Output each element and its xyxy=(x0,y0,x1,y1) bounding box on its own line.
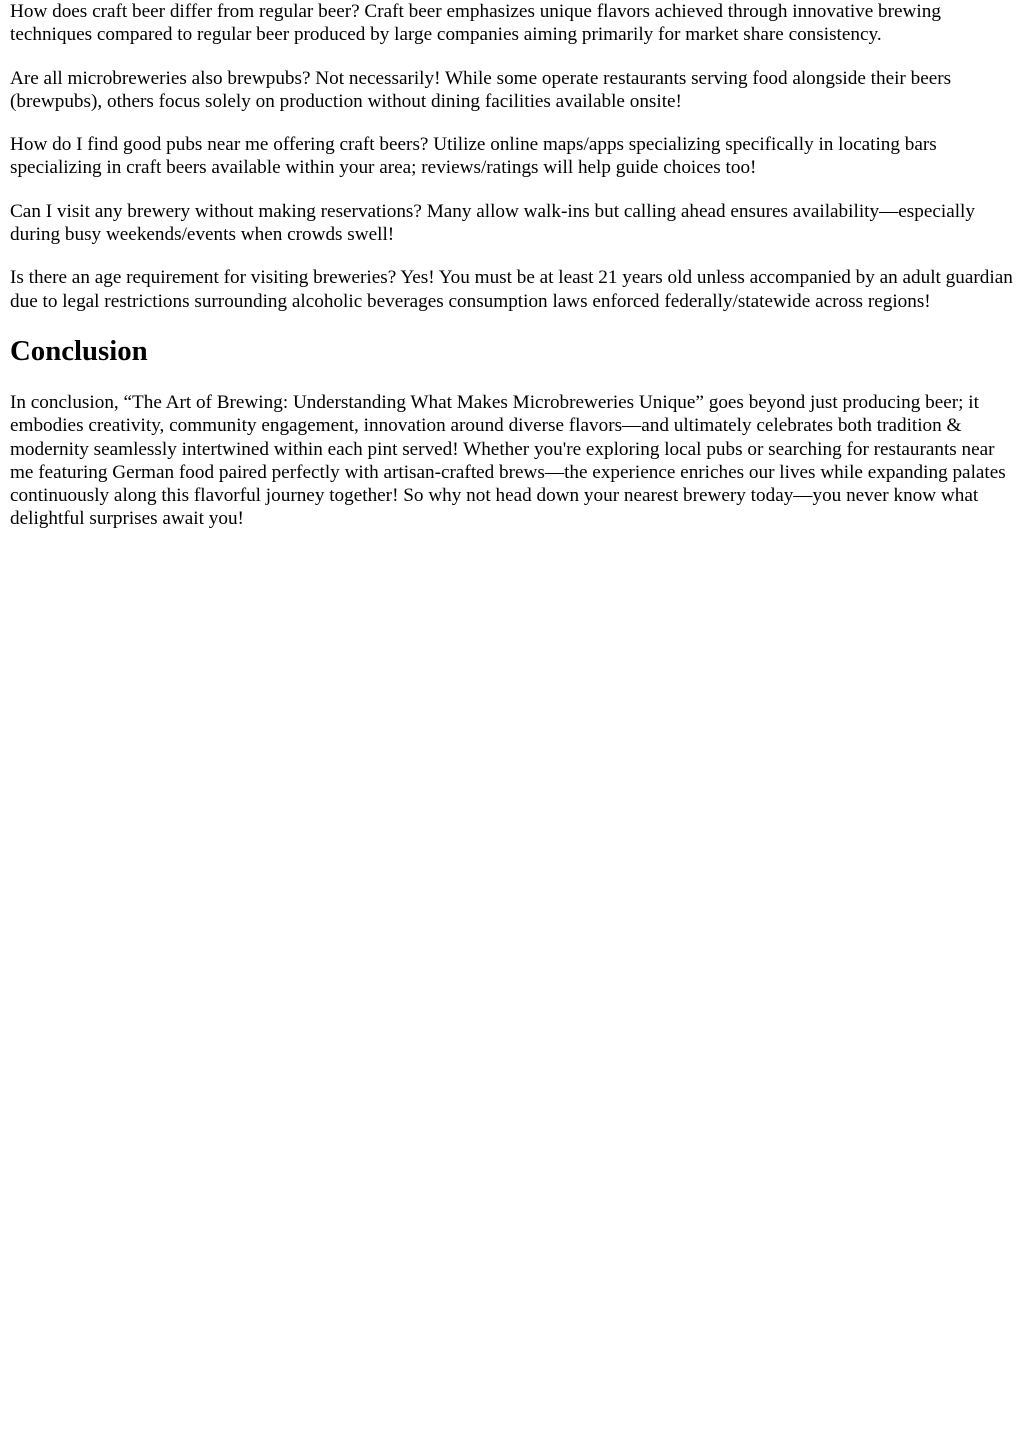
conclusion-heading: Conclusion xyxy=(10,334,148,367)
faq-item-craft-vs-regular: How does craft beer differ from regular beer? Craft beer emphasizes unique flavors achieved through innovative brewing techniques compared to regular beer produced by large companies aiming primarily for market share consistency. xyxy=(10,1,941,46)
faq-item-find-pubs: How do I find good pubs near me offering craft beers? Utilize online maps/apps specializing specifically in locating bars specializing in craft beers available within your area; reviews/ratings will help guide choices too! xyxy=(10,134,937,179)
faq-item-age-requirement: Is there an age requirement for visiting breweries? Yes! You must be at least 21 years old unless accompanied by an adult guardian due to legal restrictions surrounding alcoholic beverages consumption laws enforced federally/statewide across regions! xyxy=(10,267,1013,312)
faq-item-microbreweries-brewpubs: Are all microbreweries also brewpubs? Not necessarily! While some operate restaurants serving food alongside their beers (brewpubs), others focus solely on production without dining facilities available onsite! xyxy=(10,67,952,112)
conclusion-paragraph: In conclusion, “The Art of Brewing: Understanding What Makes Microbreweries Unique” goes beyond just producing beer; it embodies creativity, community engagement, innovation around diverse flavors—and ultimately celebrates both tradition & modernity seamlessly intertwined within each pint served! Whether you're exploring local pubs or searching for restaurants near me featuring German food paired perfectly with artisan-crafted brews—the experience enriches our lives while expanding palates continuously along this flavorful journey together! So why not head down your nearest brewery today—you never know what delightful surprises await you! xyxy=(10,391,1006,530)
faq-item-reservations: Can I visit any brewery without making reservations? Many allow walk-ins but calling ahead ensures availability—especially during busy weekends/events when crowds swell! xyxy=(10,200,975,246)
article-content xyxy=(10,0,1014,531)
